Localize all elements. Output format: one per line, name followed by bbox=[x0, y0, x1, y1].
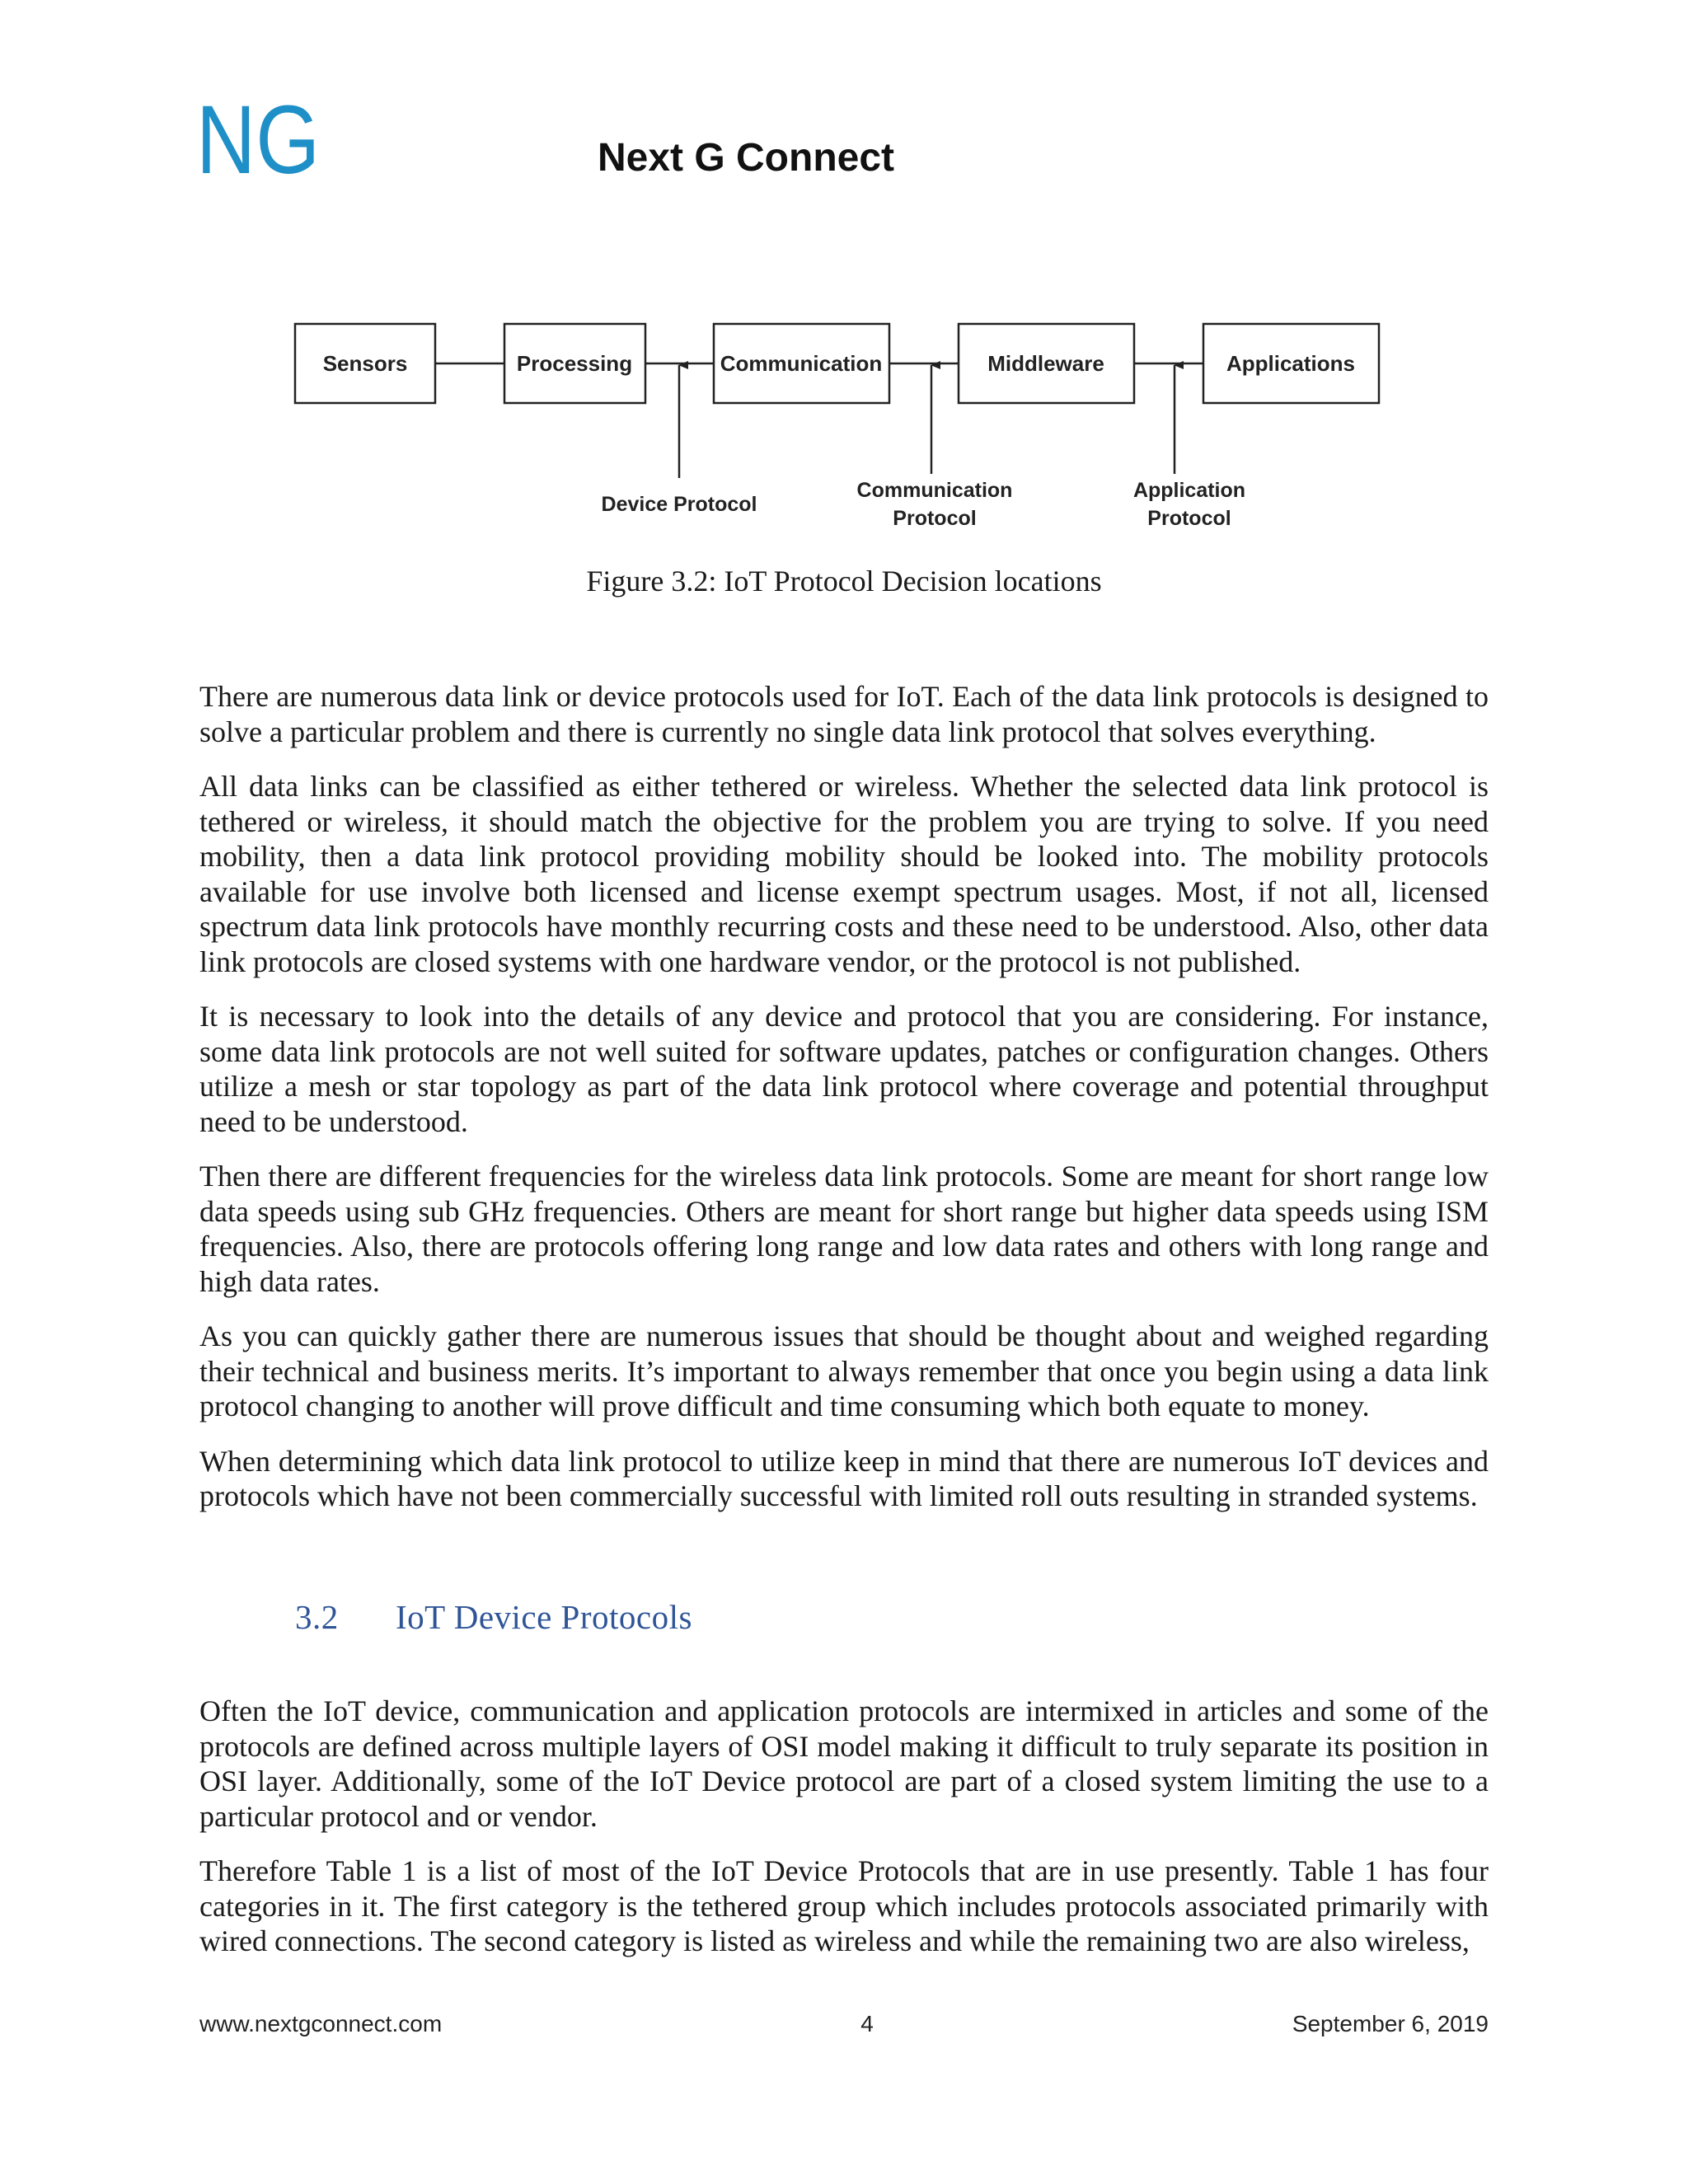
footer-date: September 6, 2019 bbox=[1292, 2011, 1489, 2036]
section-heading bbox=[295, 1597, 692, 1637]
section-body-text bbox=[199, 1694, 1489, 1979]
diagram-box-label: Communication bbox=[720, 351, 883, 376]
paragraph: As you can quickly gather there are numerous issues that should be thought about and weighed regarding their technical and business merits. It’s important to always remember that once you begin using a data link protocol changing to another will prove difficult and time consuming which both equate to money. bbox=[199, 1319, 1489, 1422]
paragraph: All data links can be classified as either tethered or wireless. Whether the selected data link protocol is tethered or wireless, it should match the objective for the problem you are trying to solve. If you need mobility, then a data link protocol providing mobility should be looked into. The mobility protocols available for use involve both licensed and license exempt spectrum usages. Most, if not all, licensed spectrum data link protocols have monthly recurring costs and these need to be understood. Also, other data link protocols are closed systems with one hardware vendor, or the protocol is not published. bbox=[199, 770, 1489, 978]
page-footer bbox=[199, 2011, 1489, 2037]
footer-website: www.nextgconnect.com bbox=[199, 2011, 443, 2036]
diagram-box-label: Middleware bbox=[987, 351, 1104, 376]
section-number: 3.2 bbox=[295, 1598, 339, 1636]
paragraph: Therefore Table 1 is a list of most of the IoT Device Protocols that are in use presently. Table 1 has four categories in it. The first category is the tethered group which includes protocols associated primarily with wired connections. The second category is listed as wireless and while the remaining two are also wireless, bbox=[199, 1854, 1489, 1957]
header-title: Next G Connect bbox=[597, 136, 895, 180]
diagram-box-label: Applications bbox=[1226, 351, 1356, 376]
diagram-box-label: Sensors bbox=[322, 351, 408, 376]
device-protocol-label: Device Protocol bbox=[601, 493, 757, 516]
logo-text: NG bbox=[196, 86, 320, 194]
body-text bbox=[199, 679, 1489, 1534]
figure-caption: Figure 3.2: IoT Protocol Decision locations bbox=[586, 565, 1102, 598]
application-protocol-label: Protocol bbox=[1147, 507, 1231, 530]
paragraph: Often the IoT device, communication and application protocols are intermixed in articles and some of the protocols are defined across multiple layers of OSI model making it difficult to truly separate its position in OSI layer. Additionally, some of the IoT Device protocol are part of a closed system limiting the use to a particular protocol and or vendor. bbox=[199, 1694, 1489, 1833]
footer-page-number: 4 bbox=[860, 2011, 874, 2036]
section-title: IoT Device Protocols bbox=[396, 1598, 692, 1636]
application-protocol-label: Application bbox=[1132, 479, 1246, 502]
communication-protocol-label: Communication bbox=[856, 479, 1013, 502]
communication-protocol-label: Protocol bbox=[893, 507, 977, 530]
paragraph: When determining which data link protocol to utilize keep in mind that there are numerous IoT devices and protocols which have not been commercially successful with limited roll outs resulting in stranded systems. bbox=[199, 1444, 1489, 1512]
paragraph: It is necessary to look into the details of any device and protocol that you are considering. For instance, some data link protocols are not well suited for software updates, patches or configuration changes. Others utilize a mesh or star topology as part of the data link protocol where coverage and potential throughput need to be understood. bbox=[199, 1000, 1489, 1138]
paragraph: There are numerous data link or device protocols used for IoT. Each of the data link protocols is designed to solve a particular problem and there is currently no single data link protocol that solves everything. bbox=[199, 680, 1489, 748]
diagram-box-label: Processing bbox=[516, 351, 633, 376]
protocol-diagram bbox=[0, 313, 1688, 552]
paragraph: Then there are different frequencies for the wireless data link protocols. Some are meant for short range low data speeds using sub GHz frequencies. Others are meant for short range but higher data speeds using ISM frequencies. Also, there are protocols offering long range and low data rates and others with long range and high data rates. bbox=[199, 1160, 1489, 1298]
